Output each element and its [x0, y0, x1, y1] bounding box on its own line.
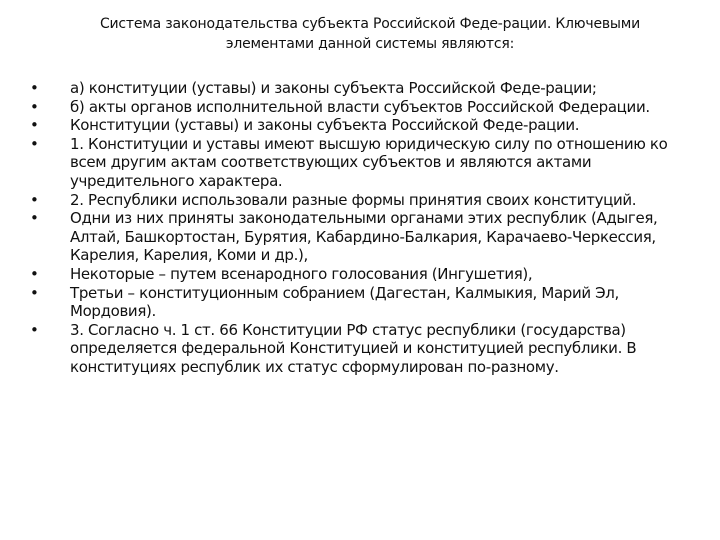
bullet-icon: •: [30, 320, 39, 339]
list-item-text: 2. Республики использовали разные формы принятия своих конституций.: [70, 190, 637, 209]
list-item: [30, 79, 698, 98]
list-item-text: 3. Согласно ч. 1 ст. 66 Конституции РФ статус республики (государства) определяется федеральной Конституцией и конституцией республики. В конституциях республик их статус сформулирован по-разному.: [70, 320, 637, 376]
bullet-list: [30, 79, 698, 377]
bullet-icon: •: [30, 79, 39, 97]
list-item-text: б) акты органов исполнительной власти субъектов Российской Федерации.: [70, 97, 650, 116]
list-item: [30, 135, 698, 191]
list-item-text: Конституции (уставы) и законы субъекта Российской Феде-рации.: [70, 116, 580, 135]
list-item-text: Некоторые – путем всенародного голосования (Ингушетия),: [70, 264, 533, 283]
list-item-text: 1. Конституции и уставы имеют высшую юридическую силу по отношению ко всем другим актам соответствующих субъектов и являются актами учредительного характера.: [70, 134, 668, 190]
bullet-icon: •: [30, 264, 39, 283]
list-item-text: Третьи – конституционным собранием (Дагестан, Калмыкия, Марий Эл, Мордовия).: [70, 283, 619, 321]
bullet-icon: •: [30, 190, 39, 209]
list-item: [30, 191, 698, 210]
bullet-icon: •: [30, 97, 39, 116]
list-item-text: а) конституции (уставы) и законы субъекта Российской Феде-рации;: [70, 79, 597, 97]
list-item: [30, 321, 698, 377]
list-item-text: Одни из них приняты законодательными органами этих республик (Адыгея, Алтай, Башкортостан, Бурятия, Кабардино-Балкария, Карачаево-Черкессия, Карелия, Карелия, Коми и др.),: [70, 209, 658, 265]
list-item: [30, 98, 698, 117]
bullet-icon: •: [30, 283, 39, 302]
bullet-icon: •: [30, 134, 39, 153]
slide-title: Система законодательства субъекта Российской Феде-рации. Ключевыми элементами данной системы являются:: [99, 16, 641, 52]
list-item: [30, 116, 698, 135]
bullet-icon: •: [30, 116, 39, 135]
list-item: [30, 265, 698, 284]
list-item: [30, 284, 698, 321]
bullet-icon: •: [30, 209, 39, 228]
list-item: [30, 209, 698, 265]
